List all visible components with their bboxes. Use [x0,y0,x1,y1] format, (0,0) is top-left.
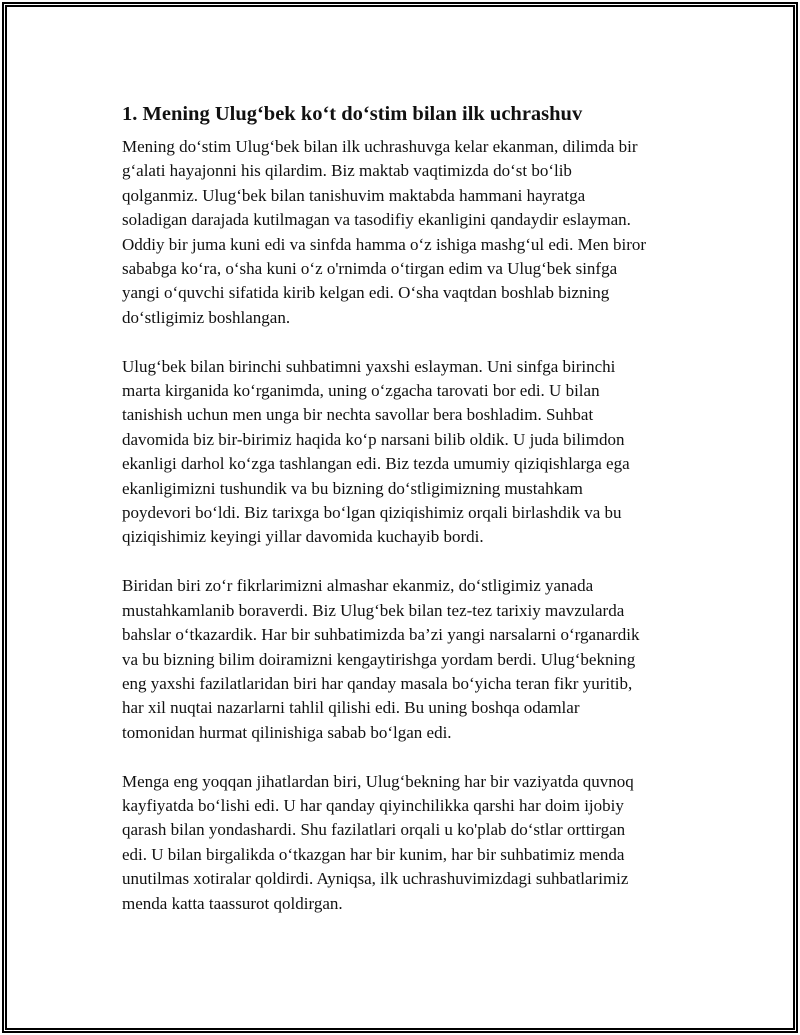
paragraph-4 [122,770,702,916]
text-line: Oddiy bir juma kuni edi va sinfda hamma o‘z ishiga mashg‘ul edi. Men biror [122,234,647,254]
text-line: do‘stligimiz boshlangan. [122,307,291,327]
text-line: qiziqishimiz keyingi yillar davomida kuchayib bordi. [122,527,484,547]
text-line: ekanligi darhol ko‘zga tashlangan edi. Biz tezda umumiy qiziqishlarga ega [122,454,630,474]
text-line: menda katta taassurot qoldirgan. [122,893,343,913]
text-line: eng yaxshi fazilatlaridan biri har qanday masala bo‘yicha teran fikr yuritib, [122,673,633,693]
text-line: kayfiyatda bo‘lishi edi. U har qanday qiyinchilikka qarshi har doim ijobiy [122,795,624,815]
document-page [2,2,798,1033]
paragraph-3 [122,574,702,745]
text-line: mustahkamlanib boraverdi. Biz Ulug‘bek bilan tez-tez tarixiy mavzularda [122,600,625,620]
text-line: qolganmiz. Ulug‘bek bilan tanishuvim maktabda hammani hayratga [122,185,586,205]
paragraph-2 [122,355,702,550]
text-line: tanishish uchun men unga bir nechta savollar bera boshladim. Suhbat [122,405,594,425]
paragraph-1 [122,135,702,330]
text-line: sababga ko‘ra, o‘sha kuni o‘z o'rnimda o‘tirgan edim va Ulug‘bek sinfga [122,259,618,279]
text-line: va bu bizning bilim doiramizni kengaytirishga yordam berdi. Ulug‘bekning [122,649,636,669]
text-line: Ulug‘bek bilan birinchi suhbatimni yaxshi eslayman. Uni sinfga birinchi [122,356,616,376]
text-line: Mening do‘stim Ulug‘bek bilan ilk uchrashuvga kelar ekanman, dilimda bir [122,137,638,156]
text-line: ekanligimizni tushundik va bu bizning do‘stligimizning mustahkam [122,478,583,498]
text-line: yangi o‘quvchi sifatida kirib kelgan edi. O‘sha vaqtdan boshlab bizning [122,283,610,303]
text-line: marta kirganida ko‘rganimda, uning o‘zgacha tarovati bor edi. U bilan [122,381,600,401]
text-line: tomonidan hurmat qilinishiga sabab bo‘lgan edi. [122,722,452,742]
text-line: poydevori bo‘ldi. Biz tarixga bo‘lgan qiziqishimiz orqali birlashdik va bu [122,503,622,523]
text-line: Biridan biri zo‘r fikrlarimizni almashar ekanmiz, do‘stligimiz yanada [122,576,594,596]
section-heading: 1. Mening Ulug‘bek ko‘t do‘stim bilan ilk uchrashuv [122,103,583,125]
document-body [122,101,702,940]
text-line: Menga eng yoqqan jihatlardan biri, Ulug‘bekning har bir vaziyatda quvnoq [122,771,634,791]
text-line: bahslar o‘tkazardik. Har bir suhbatimizda ba’zi yangi narsalarni o‘rganardik [122,625,640,645]
text-line: g‘alati hayajonni his qilardim. Biz maktab vaqtimizda do‘st bo‘lib [122,161,572,181]
text-line: qarash bilan yondashardi. Shu fazilatlari orqali u ko'plab do‘stlar orttirgan [122,820,626,840]
text-line: edi. U bilan birgalikda o‘tkazgan har bir kunim, har bir suhbatimiz menda [122,844,625,864]
text-line: unutilmas xotiralar qoldirdi. Ayniqsa, ilk uchrashuvimizdagi suhbatlarimiz [122,869,629,889]
text-line: davomida biz bir-birimiz haqida ko‘p narsani bilib oldik. U juda bilimdon [122,429,625,449]
text-line: soladigan darajada kutilmagan va tasodifiy ekanligini qandaydir eslayman. [122,210,631,230]
text-line: har xil nuqtai nazarlarni tahlil qilishi edi. Bu uning boshqa odamlar [122,698,580,718]
